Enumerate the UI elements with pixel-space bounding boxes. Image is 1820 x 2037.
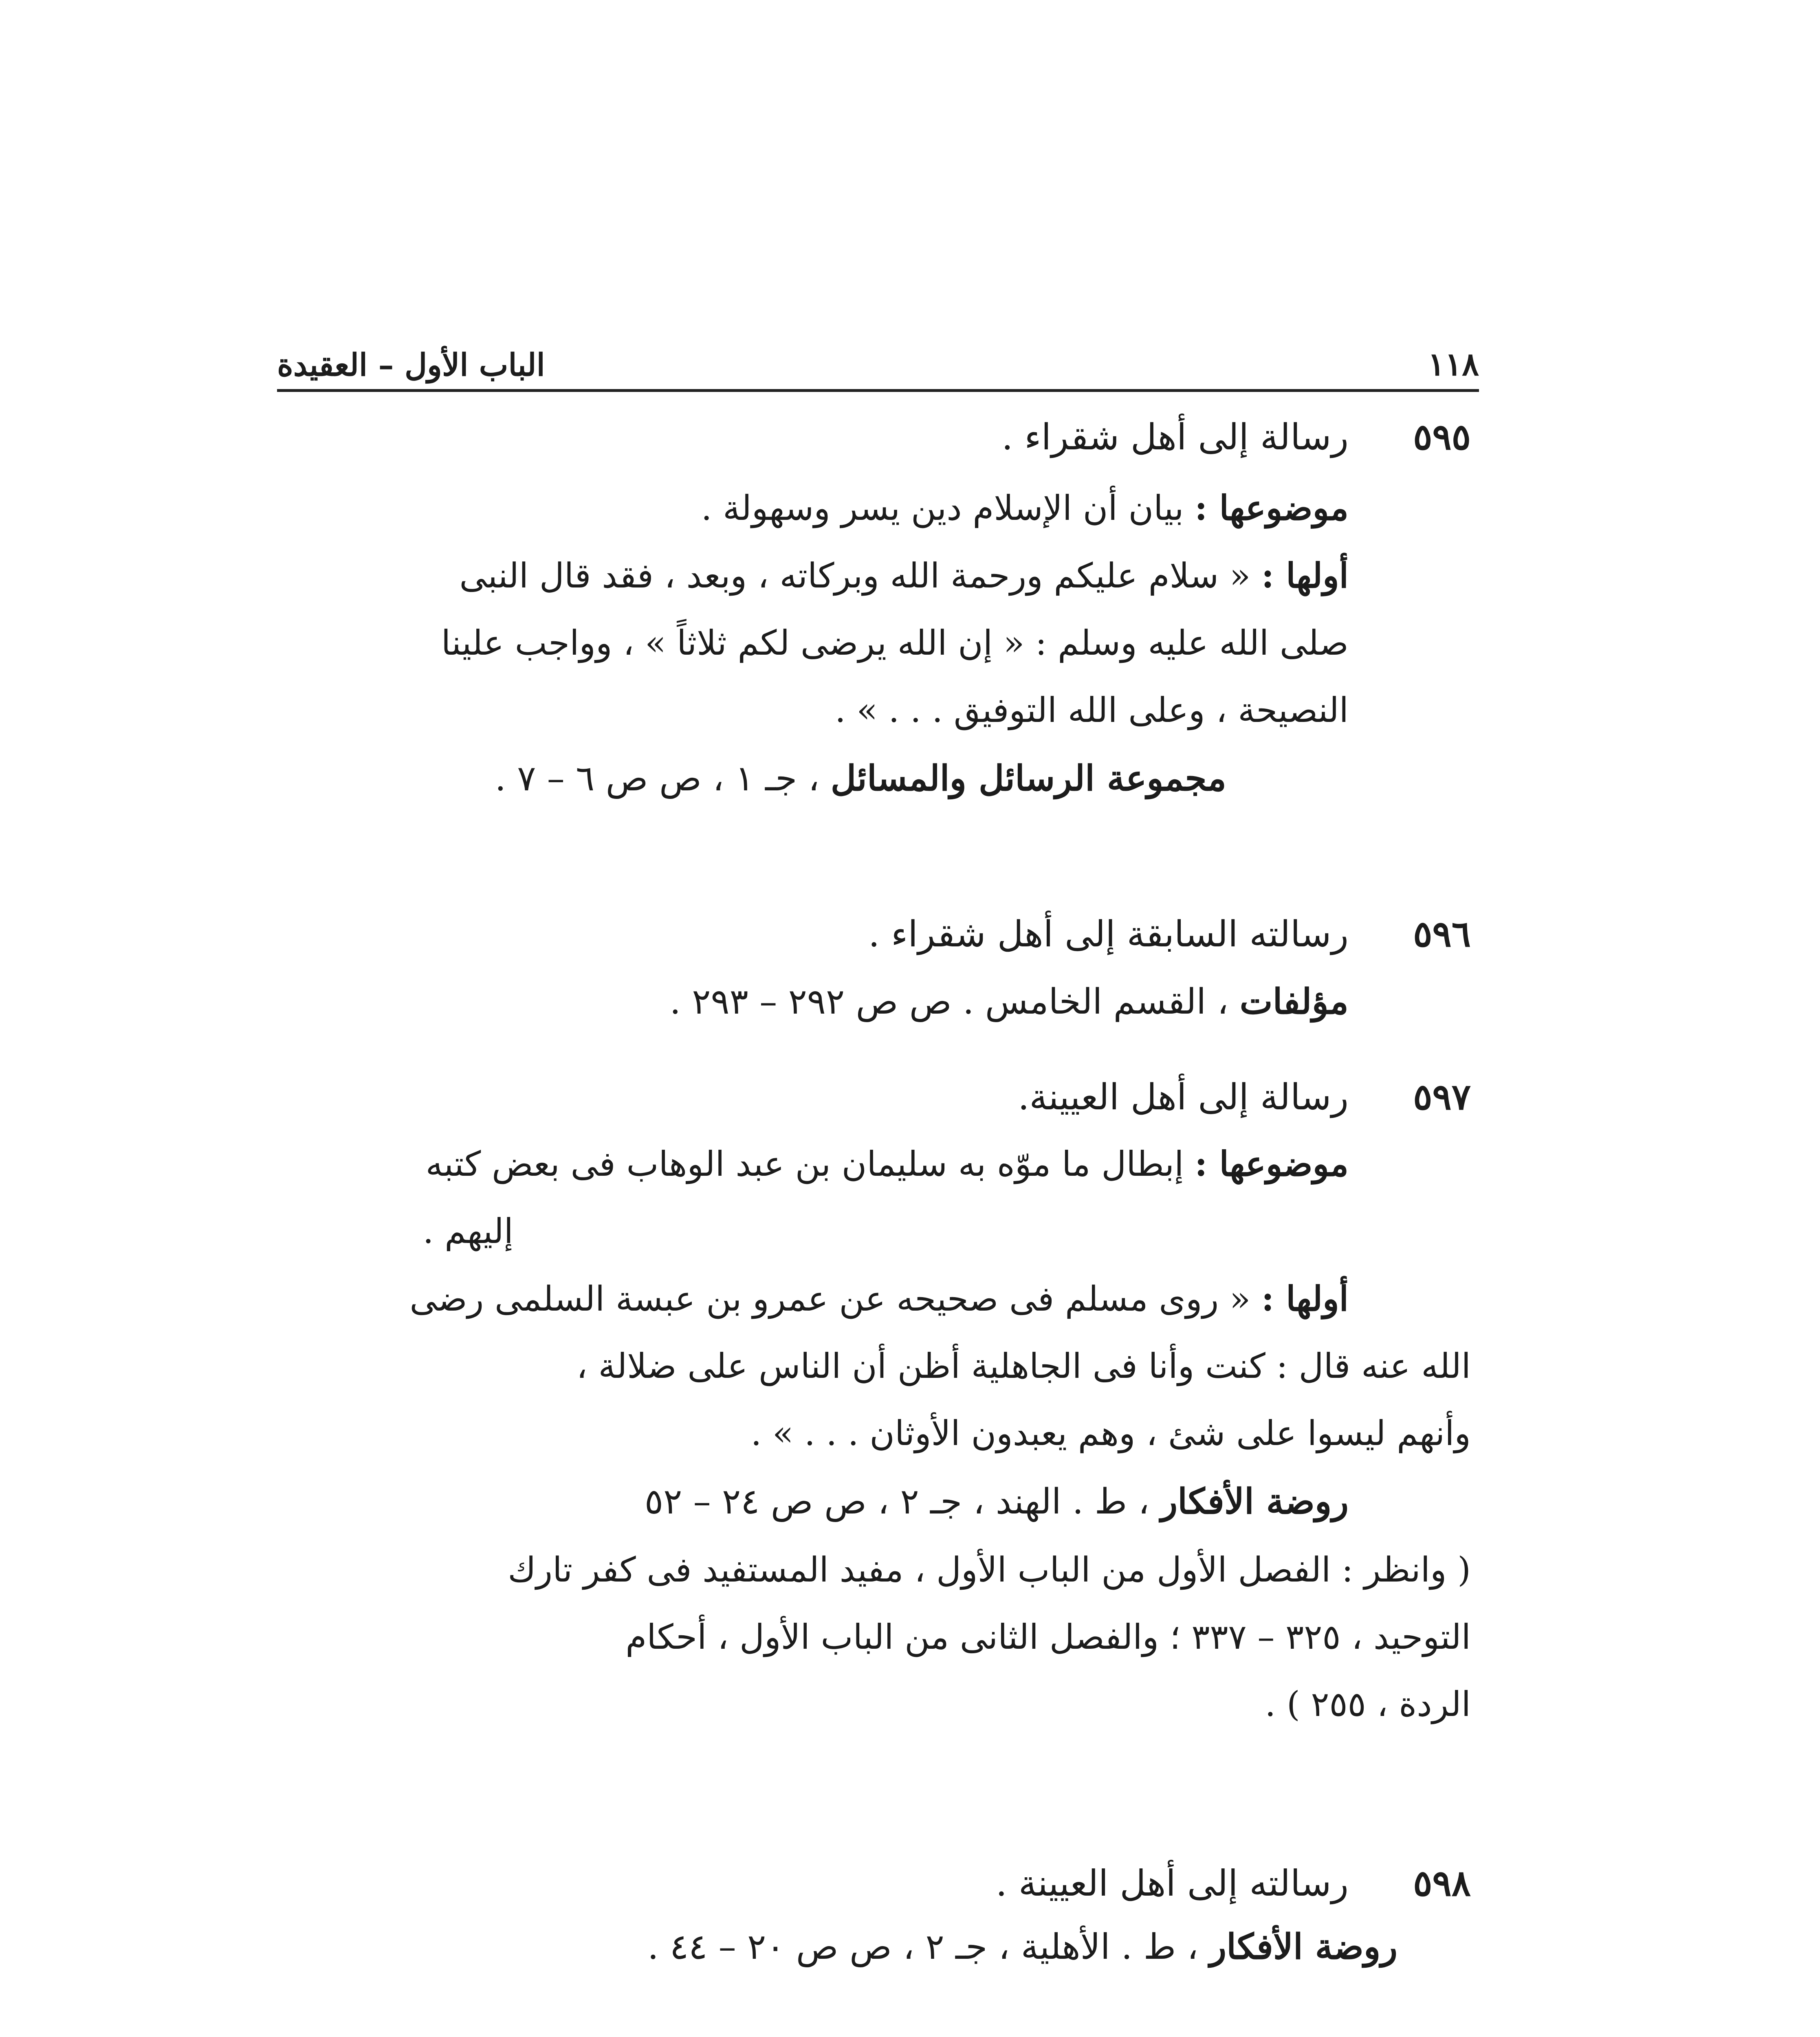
source-detail: ، ط . الأهلية ، جـ ٢ ، ص ص ٢٠ – ٤٤ .: [647, 1927, 1199, 1967]
opening-text: « سلام عليكم ورحمة الله وبركاته ، وبعد ، فقد قال النبى: [459, 556, 1251, 596]
entry-number: ٥٩٧: [1413, 1076, 1471, 1118]
subject-label: موضوعها :: [1195, 488, 1349, 528]
source-title: مؤلفات: [1239, 981, 1349, 1022]
source-detail: ، القسم الخامس . ص ص ٢٩٢ – ٢٩٣ .: [669, 981, 1229, 1022]
subject-label: موضوعها :: [1195, 1144, 1349, 1184]
subject-line: إليهم .: [423, 1211, 513, 1251]
subject-text: بيان أن الإسلام دين يسر وسهولة .: [701, 488, 1184, 528]
entry-title: رسالته السابقة إلى أهل شقراء .: [868, 913, 1349, 955]
subject-line: [285, 1130, 1471, 1198]
opening-label: أولها :: [1261, 1278, 1349, 1319]
subject-text: إبطال ما موّه به سليمان بن عبد الوهاب فى بعض كتبه: [425, 1144, 1184, 1184]
subject-line: [285, 474, 1349, 542]
source-line: [285, 744, 1226, 813]
entry-number: ٥٩٥: [1413, 416, 1471, 458]
source-line: [285, 1912, 1397, 1982]
entry-title: رسالة إلى أهل شقراء .: [1001, 416, 1349, 458]
opening-line: [285, 1265, 1471, 1333]
see-also-line: التوحيد ، ٣٢٥ – ٣٣٧ ؛ والفصل الثانى من الباب الأول ، أحكام: [625, 1617, 1471, 1657]
source-line: [285, 1467, 1471, 1536]
opening-line: صلى الله عليه وسلم : « إن الله يرضى لكم ثلاثاً » ، وواجب علينا: [441, 623, 1349, 663]
opening-line: وأنهم ليسوا على شئ ، وهم يعبدون الأوثان . . . » .: [750, 1413, 1471, 1453]
entry-597: [285, 1076, 1471, 1738]
see-also-line: الردة ، ٢٥٥ ) .: [1265, 1684, 1471, 1724]
entry-title: رسالة إلى أهل العيينة.: [1018, 1076, 1349, 1118]
header-rule: [277, 389, 1479, 392]
entry-title: رسالته إلى أهل العيينة .: [995, 1862, 1349, 1904]
source-line: [285, 967, 1349, 1036]
see-also-line: ( وانظر : الفصل الأول من الباب الأول ، مفيد المستفيد فى كفر تارك: [508, 1550, 1471, 1590]
page-number: ١١٨: [1428, 346, 1479, 383]
source-title: روضة الأفكار: [1209, 1926, 1397, 1967]
entry-598: [285, 1862, 1471, 1982]
entry-number: ٥٩٨: [1413, 1862, 1471, 1904]
opening-label: أولها :: [1261, 555, 1349, 596]
source-title: روضة الأفكار: [1160, 1481, 1349, 1522]
source-detail: ، ط . الهند ، جـ ٢ ، ص ص ٢٤ – ٥٢: [644, 1481, 1150, 1522]
entry-number: ٥٩٦: [1413, 913, 1471, 955]
running-head: [277, 326, 1479, 383]
opening-text: « روى مسلم فى صحيحه عن عمرو بن عبسة السلمى رضى: [409, 1279, 1251, 1319]
source-detail: ، جـ ١ ، ص ص ٦ – ٧ .: [495, 758, 820, 799]
chapter-title: الباب الأول – العقيدة: [277, 347, 545, 383]
opening-line: النصيحة ، وعلى الله التوفيق . . . » .: [835, 690, 1349, 730]
entry-596: [285, 913, 1471, 1036]
source-title: مجموعة الرسائل والمسائل: [830, 758, 1226, 799]
entry-595: [285, 416, 1471, 813]
opening-line: [285, 542, 1349, 609]
opening-line: الله عنه قال : كنت وأنا فى الجاهلية أظن أن الناس على ضلالة ،: [576, 1346, 1471, 1386]
